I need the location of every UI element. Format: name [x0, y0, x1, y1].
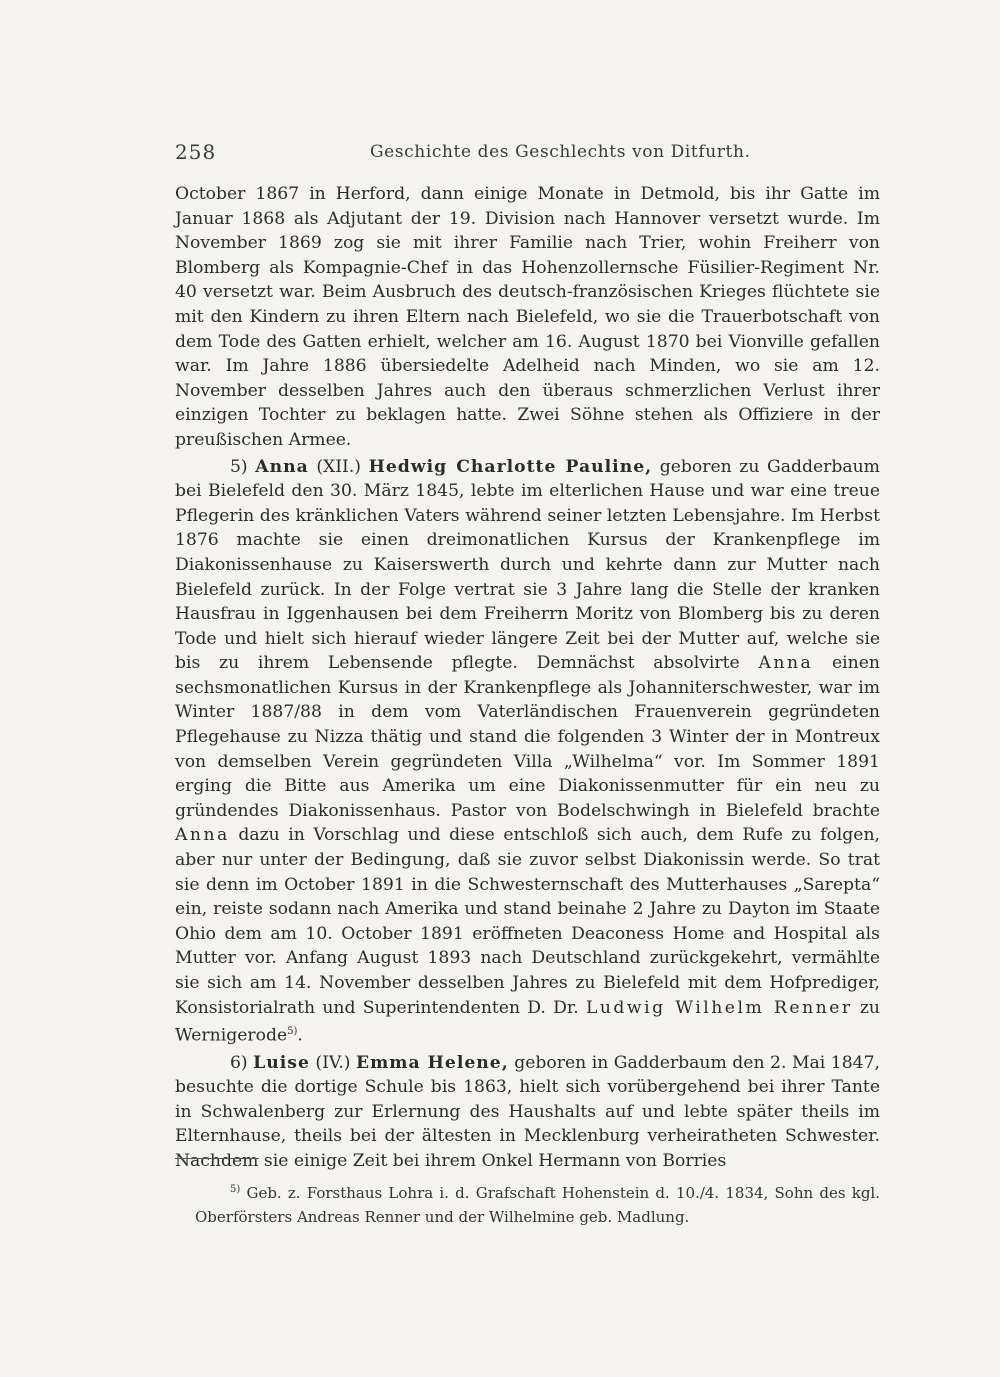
paragraph-continuation: October 1867 in Herford, dann einige Monate in Detmold, bis ihr Gatte im Januar 1868 als Adjutant der 19. Division nach Hannover versetzt wurde. Im November 1869 zog sie mit ihrer Familie nach Trier, wohin Freiherr von Blomberg als Kompagnie-Chef in das Hohenzollernsche Füsilier-Regiment Nr. 40 versetzt war. Beim Ausbruch des deutsch-französischen Krieges flüchtete sie mit den Kindern zu ihren Eltern nach Bielefeld, wo sie die Trauerbotschaft von dem Tode des Gatten erhielt, welcher am 16. August 1870 bei Vionville gefallen war. Im Jahre 1886 übersiedelte Adelheid nach Minden, wo sie am 12. November desselben Jahres auch den überaus schmerzlichen Verlust ihrer einzigen Tochter zu beklagen hatte. Zwei Söhne stehen als Offiziere in der preußischen Armee. [175, 184, 880, 450]
entry-text: geboren in Gadderbaum den 2. Mai 1847, besuchte die dortige Schule bis 1863, hielt sich vorübergehend bei ihrer Tante in Schwalenberg zur Erlernung des Haushalts auf und lebte später theils im Elternhause, theils bei der ältesten in Mecklenburg verheiratheten Schwester. Nachdem sie einige Zeit bei ihrem Onkel Hermann von Borries [175, 1052, 881, 1171]
entry-text: geboren zu Gadderbaum bei Bielefeld den 30. März 1845, lebte im elterlichen Hause und war eine treue Pflegerin des kränklichen Vaters während seiner letzten Lebensjahre. Im Herbst 1876 machte sie einen dreimonatlichen Kursus der Krankenpflege im Diakonissenhause zu Kaiserswerth durch und kehrte dann zur Mutter nach Bielefeld zurück. In der Folge vertrat sie 3 Jahre lang die Stelle der kranken Hausfrau in Iggenhausen bei dem Freiherrn Moritz von Blomberg bis zu deren Tode und hielt sich hierauf wieder längere Zeit bei der Mutter auf, welche sie bis zu ihrem Lebensende pflegte. Demnächst absolvirte [175, 456, 880, 674]
paragraph-entry-anna [175, 455, 880, 1049]
footnote-divider [175, 1158, 259, 1159]
entry-text: einen sechsmonatlichen Kursus in der Krankenpflege als Johanniterschwester, war im Winter 1887/88 in dem vom Vaterländischen Frauenverein gegründeten Pflegehause zu Nizza thätig und stand die folgenden 3 Winter der in Montreux von demselben Verein gegründeten Villa „Wilhelma“ vor. Im Sommer 1891 erging die Bitte aus Amerika um eine Diakonissenmutter für ein neu zu gründendes Diakonissenhaus. Pastor von Bodelschwingh in Bielefeld brachte [175, 653, 880, 821]
entry-text: dazu in Vorschlag und diese entschloß sich auch, dem Rufe zu folgen, aber nur unter der Bedingung, daß sie zuvor selbst Diakonissin werde. So trat sie denn im October 1891 in die Schwesternschaft des Mutterhauses „Sarepta“ ein, reiste sodann nach Amerika und stand beinahe 2 Jahre zu Dayton im Staate Ohio dem am 10. October 1891 eröffneten Deaconess Home and Hospital als Mutter vor. Anfang August 1893 nach Deutschland zurückgekehrt, vermählte sie sich am 14. November desselben Jahres zu Bielefeld mit dem Hofprediger, Konsistorialrath und Superintendenten D. Dr. [175, 825, 880, 1018]
spaced-name: Anna [758, 653, 814, 674]
entry-number: 6) [230, 1052, 248, 1073]
roman-numeral: (XII.) [316, 456, 362, 477]
roman-numeral: (IV.) [315, 1052, 351, 1073]
entry-text: zu Wernigerode [175, 997, 880, 1046]
spaced-name: Ludwig Wilhelm Renner [585, 997, 853, 1018]
footnote-reference: 5) [287, 1026, 298, 1038]
given-names: Emma Helene, [356, 1052, 509, 1073]
footnote-marker: 5) [230, 1184, 241, 1195]
footnote [195, 1178, 880, 1229]
entry-text-end: . [297, 1025, 303, 1046]
given-names: Hedwig Charlotte Pauline, [368, 456, 653, 477]
running-title: Geschichte des Geschlechts von Ditfurth. [370, 142, 751, 162]
first-name: Anna [255, 456, 309, 477]
main-text [175, 182, 880, 1173]
entry-number: 5) [230, 456, 248, 477]
paragraph-entry-luise [175, 1051, 880, 1174]
footnote-text: Geb. z. Forsthaus Lohra i. d. Grafschaft Hohenstein d. 10./4. 1834, Sohn des kgl. Oberförsters Andreas Renner und der Wilhelmine geb. Madlung. [195, 1184, 880, 1226]
first-name: Luise [253, 1052, 310, 1073]
spaced-name: Anna [175, 825, 230, 846]
page-header [175, 140, 880, 170]
page-number: 258 [175, 140, 217, 164]
